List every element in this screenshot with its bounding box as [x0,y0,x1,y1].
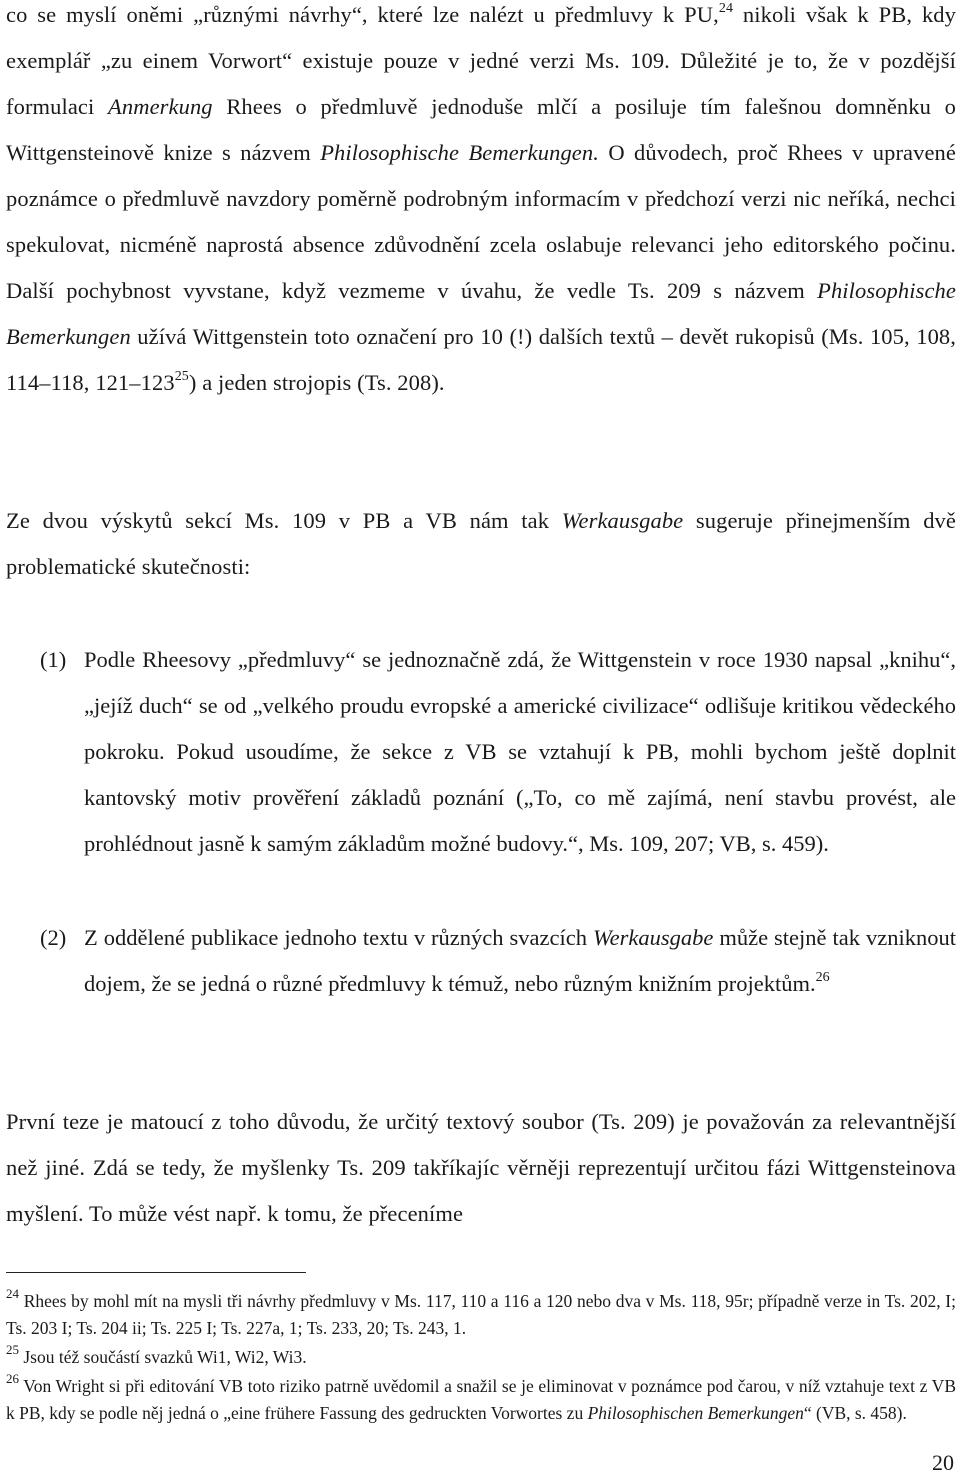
footnote-24-number: 24 [6,1286,19,1301]
paragraph-1-text-f: ) a jeden strojopis (Ts. 208). [188,370,445,395]
paragraph-1-text-c: Rhees o předmluvě jednoduše mlčí a posiluje tím falešnou domněnku o Wittgensteinově knize s názvem [6,94,956,165]
paragraph-1-text-b: nikoli však k PB, kdy exemplář „zu einem Vorwort“ existuje pouze v jedné verzi Ms. 109. Důležité je to, že v pozdější formulaci [6,2,957,119]
italic-title-pb: Philosophische Bemerkungen. [320,140,599,165]
footnote-26-text-a: Von Wright si při editování VB toto riziko patrně uvědomil a snažil se je eliminovat v poznámce pod čarou, v níž vztahuje text z VB k PB, kdy se podle něj jedná o „eine frühere Fassung des gedruckten Vorwortes zu [6,1376,956,1423]
footnote-26-number: 26 [6,1371,19,1386]
footnote-25-text: Jsou též součástí svazků Wi1, Wi2, Wi3. [19,1347,307,1367]
footnote-26-italic-title: Philosophischen Bemerkungen [587,1403,804,1423]
list-item-2-number: (2) [40,925,67,950]
list-item-2-text-b: může stejně tak vzniknout dojem, že se jedná o různé předmluvy k témuž, nebo různým knižním projektům. [84,925,956,996]
italic-title-pb-2: Philosophische Bemerkungen [6,278,956,349]
footnote-separator [6,1272,306,1273]
italic-werkausgabe-2: Werkausgabe [592,925,714,950]
italic-werkausgabe: Werkausgabe [561,508,684,533]
footnote-26 [6,1373,956,1427]
paragraph-1-text-a: co se myslí oněmi „různými návrhy“, které lze nalézt u předmluvy k PU, [6,2,719,27]
paragraph-1 [6,0,956,406]
paragraph-2 [6,498,956,590]
paragraph-2-text-a: Ze dvou výskytů sekcí Ms. 109 v PB a VB nám tak [6,508,562,533]
paragraph-1-text-d: O důvodech, proč Rhees v upravené poznámce o předmluvě navzdory poměrně podrobným informacím v předchozí verzi nic neříká, nechci spekulovat, nicméně naprostá absence zdůvodnění zcela oslabuje relevanci jeho editorského počinu. Další pochybnost vyvstane, když vezmeme v úvahu, že vedle Ts. 209 s názvem [6,140,956,303]
paragraph-2-text-b: sugeruje přinejmenším dvě problematické skutečnosti: [6,508,956,579]
list-item-1-text: Podle Rheesovy „předmluvy“ se jednoznačně zdá, že Wittgenstein v roce 1930 napsal „knihu“, „jejíž duch“ se od „velkého proudu evropské a americké civilizace“ odlišuje kritikou vědeckého pokroku. Pokud usoudíme, že sekce z VB se vztahují k PB, mohli bychom ještě doplnit kantovský motiv prověření základů poznání („To, co mě zajímá, není stavbu provést, ale prohlédnout jasně k samým základům možné budovy.“, Ms. 109, 207; VB, s. 459). [84,647,956,856]
list-item-1-number: (1) [40,647,67,672]
paragraph-1-text-e: užívá Wittgenstein toto označení pro 10 (!) dalších textů – devět rukopisů (Ms. 105, 108, 114–118, 121–123 [6,324,956,395]
list-item-1 [40,637,956,867]
paragraph-3: První teze je matoucí z toho důvodu, že určitý textový soubor (Ts. 209) je považován za relevantnější než jiné. Zdá se tedy, že myšlenky Ts. 209 takříkajíc věrněji reprezentují určitou fázi Wittgensteinova myšlení. To může vést např. k tomu, že přeceníme [6,1109,956,1226]
footnote-ref-24[interactable]: 24 [718,1,734,16]
footnote-ref-26[interactable]: 26 [815,970,830,985]
footnote-25 [6,1344,956,1371]
italic-term-anmerkung: Anmerkung [108,94,213,119]
footnote-24 [6,1288,956,1342]
footnote-26-text-b: “ (VB, s. 458). [803,1403,907,1423]
list-item-2-text-a: Z oddělené publikace jednoho textu v různých svazcích [84,925,593,950]
footnote-ref-25[interactable]: 25 [174,369,189,384]
list-item-2 [40,915,956,1007]
footnote-24-text: Rhees by mohl mít na mysli tři návrhy předmluvy v Ms. 117, 110 a 116 a 120 nebo dva v Ms. 118, 95r; případně verze in Ts. 202, I; Ts. 203 I; Ts. 204 ii; Ts. 225 I; Ts. 227a, 1; Ts. 233, 20; Ts. 243, 1. [6,1291,956,1338]
footnote-25-number: 25 [6,1342,19,1357]
page-number: 20 [932,1450,954,1475]
